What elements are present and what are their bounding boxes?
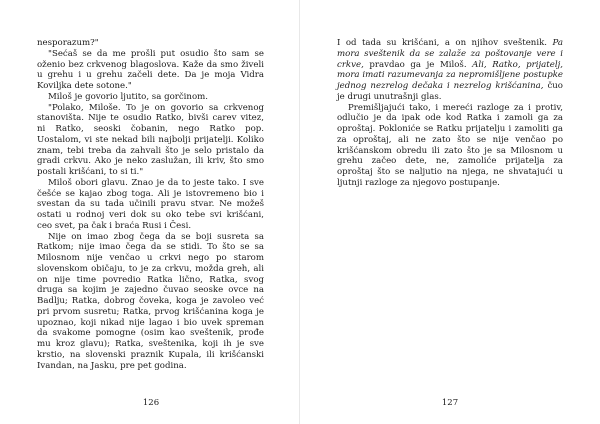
paragraph: "Sećaš se da me prošli put osudio što sam se oženio bez crkvenog blagoslova. Kaže da smo živeli u grehu i u grehu začeli dete. Da je moja Vidra Koviljka dete sotone." [37, 48, 264, 91]
paragraph: nesporazum?" [37, 38, 99, 48]
paragraph: Nije on imao zbog čega da se boji susreta sa Ratkom; nije imao čega da se stidi. To što se sa Milosnom nije venčao u crkvi nego po starom slovenskom običaju, to je za crkvu, možda greh, ali on nije time povredio Ratka lično, Ratka, svog druga sa kojim je zajedno čuvao seoske ovce na Badlju; Ratka, dobrog čoveka, koga je zavoleo već pri prvom susretu; Ratka, prvog krišćanina koga je upoznao, koji nikad nije lagao i bio uvek spreman da svakome pomogne (osim kao sveštenik, prođe mu kroz glavu); Ratka, sveštenika, koji ih je sve krstio, na slovenski praznik Kupala, ili krišćanski Ivandan, na Jasku, pre pet godina. [37, 231, 264, 371]
italic-text: Pa mora sveštenik da se zalaže za poštovanje vere i crkve, [337, 38, 563, 70]
italic-text: Ali, Ratko, prijatelj, mora imati razumevanja za nepromišljene postupke jednog nezrelog dečaka i nezrelog krišćanina, [337, 59, 563, 91]
paragraph: Miloš je govorio ljutito, sa gorčinom. [48, 91, 208, 102]
text-run: pravdao ga je Miloš. [363, 59, 473, 70]
paragraph: "Polako, Miloše. To je on govorio sa crkvenog stanovišta. Nije te osudio Ratko, bivši carev vitez, ni Ratko, seoski čobanin, nego Ratko pop. Uostalom, vi ste nekad bili najbolji prijatelji. Koliko znam, tebi treba da zahvali što je selo pristalo da gradi crkvu. Ako je neko zaslužan, ili kriv, što smo postali krišćani, to si ti." [37, 102, 264, 177]
page-number: 127 [441, 398, 459, 408]
right-page-text [337, 38, 563, 189]
page-number: 126 [142, 398, 160, 408]
right-page [300, 0, 600, 424]
text-run: I od tada su krišćani, a on njihov sveštenik. [337, 38, 553, 48]
text-run: čuo je drugi unutrašnji glas. [337, 81, 563, 102]
paragraph: Miloš obori glavu. Znao je da to jeste tako. I sve češće se kajao zbog toga. Ali je istovremeno bio i svestan da su tada učinili pravu stvar. Ne možeš ostati u rodnoj veri dok su oko tebe svi krišćani, ceo svet, pa čak i braća Rusi i Česi. [37, 177, 264, 231]
paragraph [337, 38, 563, 103]
left-page-text [37, 38, 264, 371]
paragraph: Premišljajući tako, i mereći razloge za i protiv, odlučio je da ipak ode kod Ratka i zamoli ga za oproštaj. Pokloniće se Ratku prijatelju i zamoliti ga za oproštaj, ali ne zato što se nije venčao po krišćanskom obredu ili zato što je sa Milosnom u grehu začeo dete, ne, zamoliće prijatelja za oproštaj što se naljutio na njega, ne shvatajući u ljutnji razloge za njegovo postupanje. [337, 102, 563, 188]
